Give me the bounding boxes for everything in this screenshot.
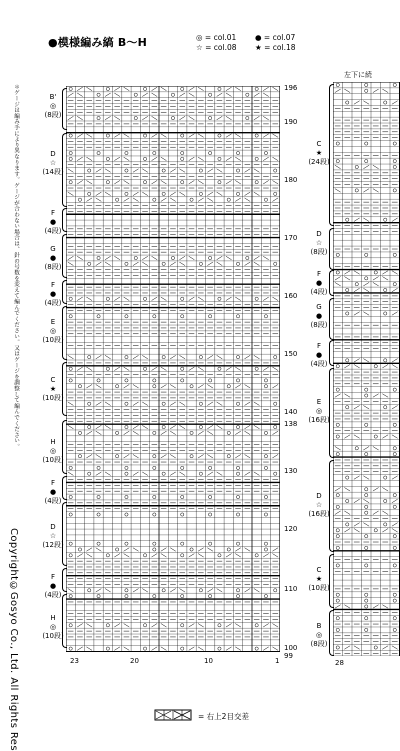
legend-col01: ◎ = col.01 bbox=[196, 33, 237, 42]
section-label: F ● (4段) bbox=[44, 479, 62, 505]
gauge-note: ＊ゲージは編み手により異なります。ゲージが合わない場合は、針の号数を変えて編んでください。又はゲージを調整して編んでください。 bbox=[13, 84, 19, 450]
section-label: H ◎ (10段) bbox=[42, 614, 64, 640]
col-number: 28 bbox=[335, 659, 344, 667]
section-label: G ● (8段) bbox=[44, 245, 62, 271]
section-label: B ◎ (8段) bbox=[310, 622, 328, 648]
chart-title: ●模様編み縞 B〜H bbox=[48, 36, 148, 49]
section-label: G ● (8段) bbox=[310, 303, 328, 329]
section-bracket bbox=[62, 502, 67, 566]
section-label: C ★ (24段) bbox=[308, 140, 330, 166]
section-label: F ● (4段) bbox=[44, 209, 62, 235]
left-stitch-grid bbox=[66, 86, 280, 652]
section-label: D ☆ (8段) bbox=[310, 230, 328, 256]
col-number: 10 bbox=[204, 657, 213, 665]
section-label: F ● (4段) bbox=[44, 281, 62, 307]
section-label: H ◎ (10段) bbox=[42, 438, 64, 464]
row-number: 120 bbox=[284, 525, 298, 533]
row-number: 138 bbox=[284, 420, 298, 428]
section-label: C ★ (10段) bbox=[308, 566, 330, 592]
section-bracket bbox=[62, 476, 67, 500]
section-bracket bbox=[62, 88, 67, 130]
section-bracket bbox=[62, 306, 67, 360]
section-bracket bbox=[62, 208, 67, 232]
section-bracket bbox=[62, 420, 67, 474]
section-label: F ● (4段) bbox=[310, 270, 328, 296]
row-number: 196 bbox=[284, 84, 298, 92]
section-label: D ☆ (14段) bbox=[42, 150, 64, 176]
section-bracket bbox=[329, 228, 334, 270]
row-number: 160 bbox=[284, 292, 298, 300]
legend-col18: ★ = col.18 bbox=[255, 43, 296, 52]
section-bracket bbox=[329, 610, 334, 656]
row-number: 130 bbox=[284, 467, 298, 475]
col-number: 1 bbox=[275, 657, 280, 665]
row-number: 110 bbox=[284, 585, 298, 593]
section-bracket bbox=[329, 554, 334, 608]
section-bracket bbox=[62, 133, 67, 207]
section-label: E ◎ (16段) bbox=[308, 398, 330, 424]
continue-label: 左下に続 bbox=[344, 71, 372, 79]
section-bracket bbox=[329, 340, 334, 366]
section-label: C ★ (10段) bbox=[42, 376, 64, 402]
section-bracket bbox=[329, 84, 334, 226]
copyright-text: Copyright©Gosyo Co., Ltd. All Rights Res bbox=[8, 528, 19, 751]
col-number: 23 bbox=[70, 657, 79, 665]
section-label: D ☆ (16段) bbox=[308, 492, 330, 518]
section-bracket bbox=[62, 362, 67, 416]
section-bracket bbox=[329, 270, 334, 296]
section-label: E ◎ (10段) bbox=[42, 318, 64, 344]
row-number: 99 bbox=[284, 652, 293, 660]
row-number: 150 bbox=[284, 350, 298, 358]
row-number: 180 bbox=[284, 176, 298, 184]
row-number: 170 bbox=[284, 234, 298, 242]
section-label: F ● (4段) bbox=[310, 342, 328, 368]
row-number: 100 bbox=[284, 644, 298, 652]
row-number: 190 bbox=[284, 118, 298, 126]
section-bracket bbox=[62, 280, 67, 304]
col-number: 20 bbox=[130, 657, 139, 665]
section-label: B' ◎ (8段) bbox=[44, 93, 62, 119]
right-stitch-grid bbox=[333, 82, 400, 656]
section-bracket bbox=[329, 460, 334, 552]
section-bracket bbox=[329, 368, 334, 458]
cable-cross-icon bbox=[154, 709, 192, 721]
section-bracket bbox=[62, 234, 67, 278]
section-label: D ☆ (12段) bbox=[42, 523, 64, 549]
legend-col08: ☆ = col.08 bbox=[196, 43, 237, 52]
cable-cross-legend: = 右上2目交差 bbox=[198, 712, 249, 721]
section-label: F ● (4段) bbox=[44, 573, 62, 599]
legend-col07: ● = col.07 bbox=[255, 33, 296, 42]
section-bracket bbox=[62, 594, 67, 648]
section-bracket bbox=[329, 298, 334, 340]
row-number: 140 bbox=[284, 408, 298, 416]
section-bracket bbox=[62, 568, 67, 592]
